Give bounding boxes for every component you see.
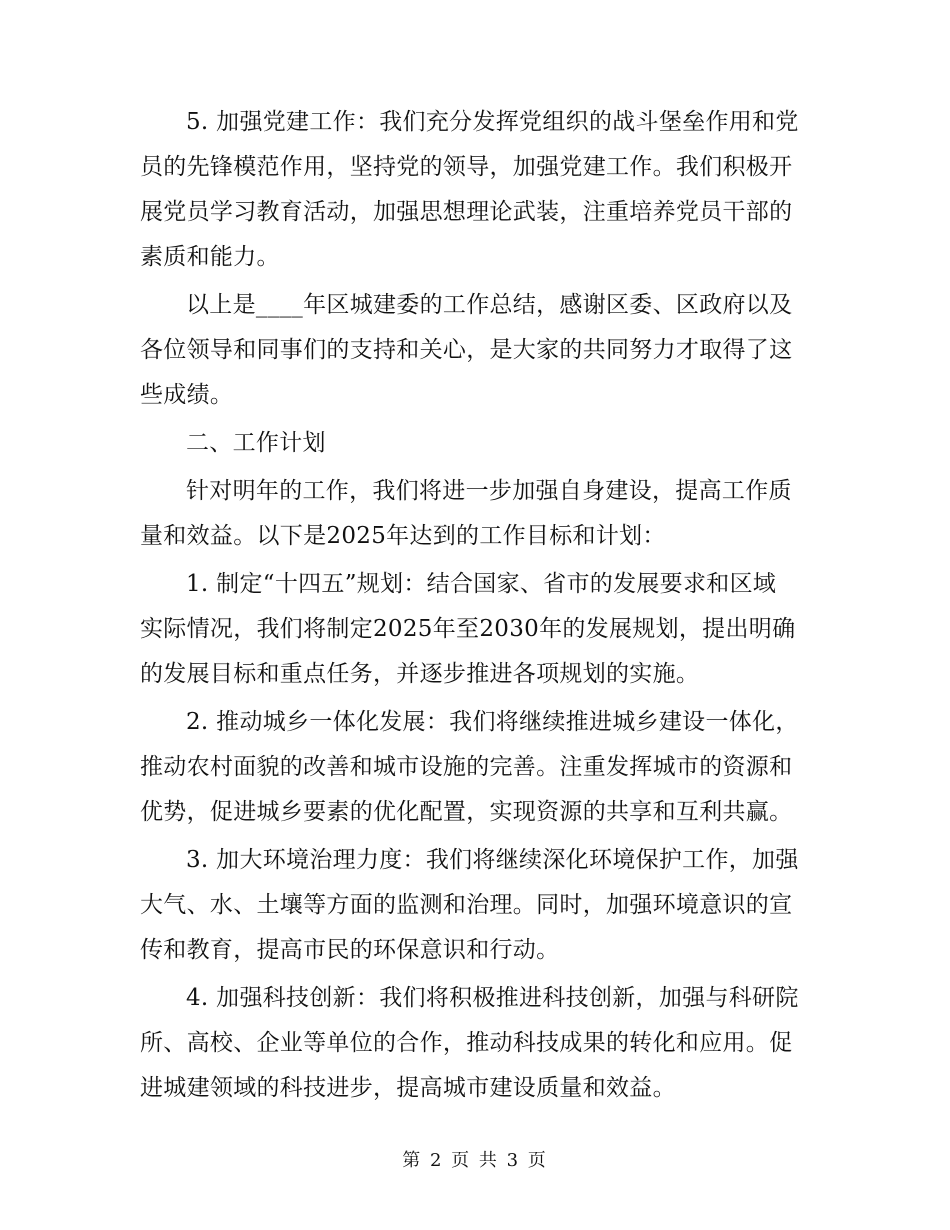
paragraph-party-building: [140, 100, 815, 280]
text-line: 传和教育，提高市民的环保意识和行动。: [140, 937, 560, 963]
text-line: 的发展目标和重点任务，并逐步推进各项规划的实施。: [140, 661, 700, 687]
text-line: 以上是____年区城建委的工作总结，感谢区委、区政府以及: [186, 292, 793, 318]
text-line: 量和效益。以下是2025年达到的工作目标和计划：: [140, 523, 666, 549]
text-line: 大气、水、土壤等方面的监测和治理。同时，加强环境意识的宣: [140, 892, 793, 918]
text-line: 针对明年的工作，我们将进一步加强自身建设，提高工作质: [186, 478, 792, 504]
text-line: 2. 推动城乡一体化发展：我们将继续推进城乡建设一体化，: [186, 709, 799, 735]
text-line: 素质和能力。: [140, 244, 280, 270]
text-line: 各位领导和同事们的支持和关心，是大家的共同努力才取得了这: [140, 337, 793, 363]
text-line: 优势，促进城乡要素的优化配置，实现资源的共享和互利共赢。: [140, 799, 793, 825]
paragraph-plan-intro: [140, 469, 815, 559]
paragraph-plan-item-4: [140, 976, 815, 1111]
paragraph-summary-thanks: [140, 283, 815, 418]
paragraph-plan-item-1: [140, 562, 815, 697]
text-line: 些成绩。: [140, 382, 234, 408]
paragraph-plan-item-3: [140, 838, 815, 973]
text-line: 二、工作计划: [186, 430, 326, 456]
text-line: 实际情况，我们将制定2025年至2030年的发展规划，提出明确: [140, 616, 796, 642]
text-line: 推动农村面貌的改善和城市设施的完善。注重发挥城市的资源和: [140, 754, 793, 780]
text-line: 进城建领域的科技进步，提高城市建设质量和效益。: [140, 1075, 676, 1101]
text-line: 所、高校、企业等单位的合作，推动科技成果的转化和应用。促: [140, 1030, 793, 1056]
text-line: 员的先锋模范作用，坚持党的领导，加强党建工作。我们积极开: [140, 154, 793, 180]
text-line: 1. 制定“十四五”规划：结合国家、省市的发展要求和区域: [186, 571, 777, 597]
page-number-footer: 第 2 页 共 3 页: [402, 1150, 548, 1171]
document-body: [140, 100, 815, 1114]
text-line: 3. 加大环境治理力度：我们将继续深化环境保护工作，加强: [186, 847, 799, 873]
text-line: 5. 加强党建工作：我们充分发挥党组织的战斗堡垒作用和党: [186, 109, 799, 135]
text-line: 4. 加强科技创新：我们将积极推进科技创新，加强与科研院: [186, 985, 799, 1011]
paragraph-plan-item-2: [140, 700, 815, 835]
text-line: 展党员学习教育活动，加强思想理论武装，注重培养党员干部的: [140, 199, 793, 225]
section-heading-work-plan: [140, 421, 815, 466]
